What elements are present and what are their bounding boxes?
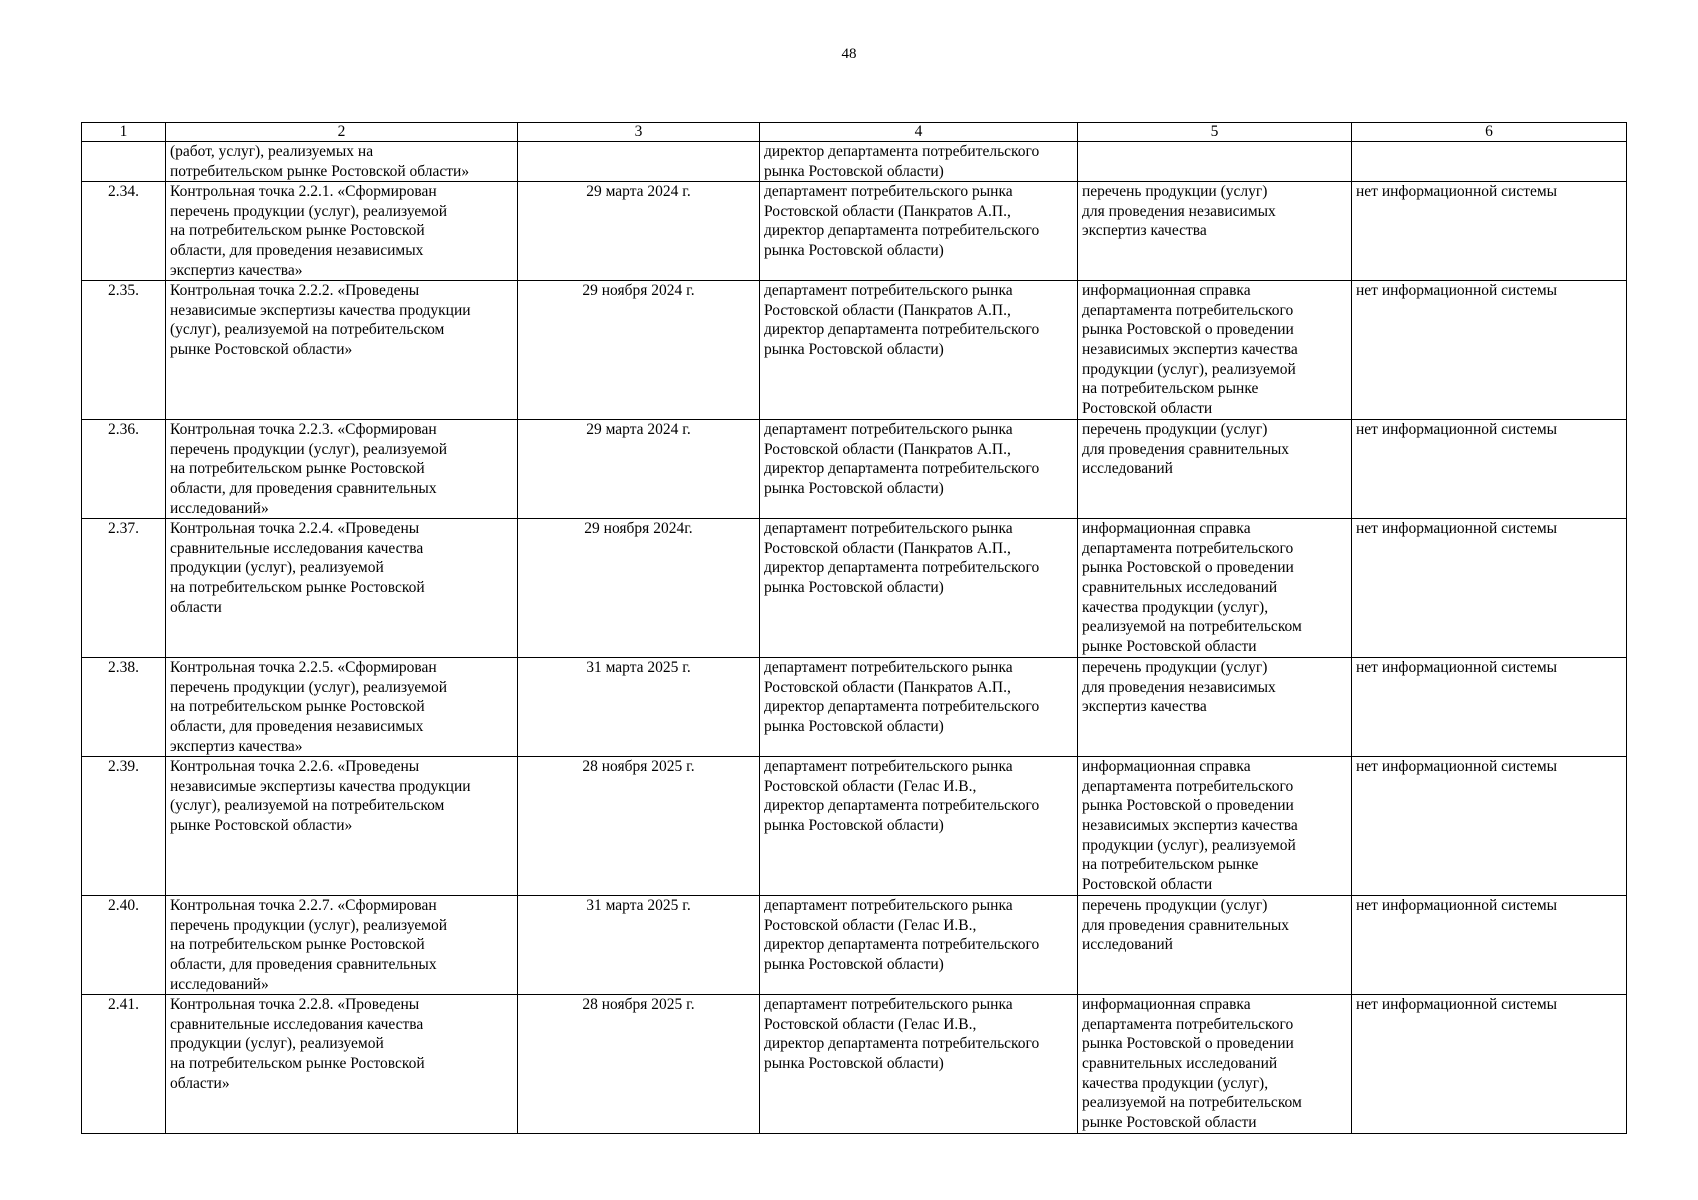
table-row bbox=[82, 519, 1627, 658]
document-cell: перечень продукции (услуг) для проведения сравнительных исследований bbox=[1078, 420, 1352, 519]
event-cell: Контрольная точка 2.2.6. «Проведены независимые экспертизы качества продукции (услуг), реализуемой на потребительском рынке Ростовской области» bbox=[166, 757, 518, 896]
table-row bbox=[82, 281, 1627, 420]
system-cell: нет информационной системы bbox=[1352, 182, 1627, 281]
column-header: 3 bbox=[518, 123, 760, 142]
row-number: 2.41. bbox=[82, 995, 166, 1134]
event-cell: Контрольная точка 2.2.1. «Сформирован перечень продукции (услуг), реализуемой на потребительском рынке Ростовской области, для проведения независимых экспертиз качества» bbox=[166, 182, 518, 281]
table-row bbox=[82, 182, 1627, 281]
column-header: 1 bbox=[82, 123, 166, 142]
column-header: 5 bbox=[1078, 123, 1352, 142]
document-cell: перечень продукции (услуг) для проведения независимых экспертиз качества bbox=[1078, 182, 1352, 281]
event-cell: Контрольная точка 2.2.2. «Проведены независимые экспертизы качества продукции (услуг), реализуемой на потребительском рынке Ростовской области» bbox=[166, 281, 518, 420]
date-cell: 28 ноября 2025 г. bbox=[518, 995, 760, 1134]
event-cell: (работ, услуг), реализуемых на потребительском рынке Ростовской области» bbox=[166, 142, 518, 182]
responsible-cell: департамент потребительского рынка Ростовской области (Гелас И.В., директор департамента потребительского рынка Ростовской области) bbox=[760, 896, 1078, 995]
responsible-cell: департамент потребительского рынка Ростовской области (Панкратов А.П., директор департамента потребительского рынка Ростовской области) bbox=[760, 182, 1078, 281]
row-number: 2.34. bbox=[82, 182, 166, 281]
responsible-cell: департамент потребительского рынка Ростовской области (Панкратов А.П., директор департамента потребительского рынка Ростовской области) bbox=[760, 519, 1078, 658]
row-number: 2.37. bbox=[82, 519, 166, 658]
responsible-cell: департамент потребительского рынка Ростовской области (Панкратов А.П., директор департамента потребительского рынка Ростовской области) bbox=[760, 420, 1078, 519]
page-number: 48 bbox=[841, 46, 857, 62]
date-cell: 29 марта 2024 г. bbox=[518, 182, 760, 281]
system-cell: нет информационной системы bbox=[1352, 281, 1627, 420]
table-row bbox=[82, 420, 1627, 519]
system-cell: нет информационной системы bbox=[1352, 658, 1627, 757]
document-cell: информационная справка департамента потребительского рынка Ростовской о проведении сравнительных исследований качества продукции (услуг), реализуемой на потребительском рынке Ростовской области bbox=[1078, 519, 1352, 658]
document-cell: информационная справка департамента потребительского рынка Ростовской о проведении сравнительных исследований качества продукции (услуг), реализуемой на потребительском рынке Ростовской области bbox=[1078, 995, 1352, 1134]
control-points-table bbox=[81, 122, 1627, 1134]
system-cell: нет информационной системы bbox=[1352, 519, 1627, 658]
system-cell: нет информационной системы bbox=[1352, 896, 1627, 995]
row-number: 2.36. bbox=[82, 420, 166, 519]
event-cell: Контрольная точка 2.2.7. «Сформирован перечень продукции (услуг), реализуемой на потребительском рынке Ростовской области, для проведения сравнительных исследований» bbox=[166, 896, 518, 995]
row-number: 2.40. bbox=[82, 896, 166, 995]
responsible-cell: департамент потребительского рынка Ростовской области (Панкратов А.П., директор департамента потребительского рынка Ростовской области) bbox=[760, 281, 1078, 420]
row-number bbox=[82, 142, 166, 182]
responsible-cell: департамент потребительского рынка Ростовской области (Гелас И.В., директор департамента потребительского рынка Ростовской области) bbox=[760, 757, 1078, 896]
event-cell: Контрольная точка 2.2.8. «Проведены сравнительные исследования качества продукции (услуг), реализуемой на потребительском рынке Ростовской области» bbox=[166, 995, 518, 1134]
date-cell: 31 марта 2025 г. bbox=[518, 658, 760, 757]
system-cell: нет информационной системы bbox=[1352, 757, 1627, 896]
document-cell: перечень продукции (услуг) для проведения независимых экспертиз качества bbox=[1078, 658, 1352, 757]
table-row bbox=[82, 896, 1627, 995]
column-number-row bbox=[82, 123, 1627, 142]
document-cell: перечень продукции (услуг) для проведения сравнительных исследований bbox=[1078, 896, 1352, 995]
document-cell bbox=[1078, 142, 1352, 182]
system-cell: нет информационной системы bbox=[1352, 420, 1627, 519]
system-cell bbox=[1352, 142, 1627, 182]
event-cell: Контрольная точка 2.2.3. «Сформирован перечень продукции (услуг), реализуемой на потребительском рынке Ростовской области, для проведения сравнительных исследований» bbox=[166, 420, 518, 519]
table-row bbox=[82, 995, 1627, 1134]
responsible-cell: директор департамента потребительского рынка Ростовской области) bbox=[760, 142, 1078, 182]
date-cell: 28 ноября 2025 г. bbox=[518, 757, 760, 896]
table-row bbox=[82, 142, 1627, 182]
row-number: 2.38. bbox=[82, 658, 166, 757]
date-cell: 29 ноября 2024г. bbox=[518, 519, 760, 658]
date-cell: 29 ноября 2024 г. bbox=[518, 281, 760, 420]
column-header: 4 bbox=[760, 123, 1078, 142]
event-cell: Контрольная точка 2.2.4. «Проведены сравнительные исследования качества продукции (услуг), реализуемой на потребительском рынке Ростовской области bbox=[166, 519, 518, 658]
column-header: 6 bbox=[1352, 123, 1627, 142]
row-number: 2.39. bbox=[82, 757, 166, 896]
date-cell bbox=[518, 142, 760, 182]
responsible-cell: департамент потребительского рынка Ростовской области (Гелас И.В., директор департамента потребительского рынка Ростовской области) bbox=[760, 995, 1078, 1134]
document-cell: информационная справка департамента потребительского рынка Ростовской о проведении независимых экспертиз качества продукции (услуг), реализуемой на потребительском рынке Ростовской области bbox=[1078, 281, 1352, 420]
system-cell: нет информационной системы bbox=[1352, 995, 1627, 1134]
document-cell: информационная справка департамента потребительского рынка Ростовской о проведении независимых экспертиз качества продукции (услуг), реализуемой на потребительском рынке Ростовской области bbox=[1078, 757, 1352, 896]
date-cell: 29 марта 2024 г. bbox=[518, 420, 760, 519]
table-row bbox=[82, 757, 1627, 896]
date-cell: 31 марта 2025 г. bbox=[518, 896, 760, 995]
responsible-cell: департамент потребительского рынка Ростовской области (Панкратов А.П., директор департамента потребительского рынка Ростовской области) bbox=[760, 658, 1078, 757]
event-cell: Контрольная точка 2.2.5. «Сформирован перечень продукции (услуг), реализуемой на потребительском рынке Ростовской области, для проведения независимых экспертиз качества» bbox=[166, 658, 518, 757]
table-row bbox=[82, 658, 1627, 757]
row-number: 2.35. bbox=[82, 281, 166, 420]
column-header: 2 bbox=[166, 123, 518, 142]
